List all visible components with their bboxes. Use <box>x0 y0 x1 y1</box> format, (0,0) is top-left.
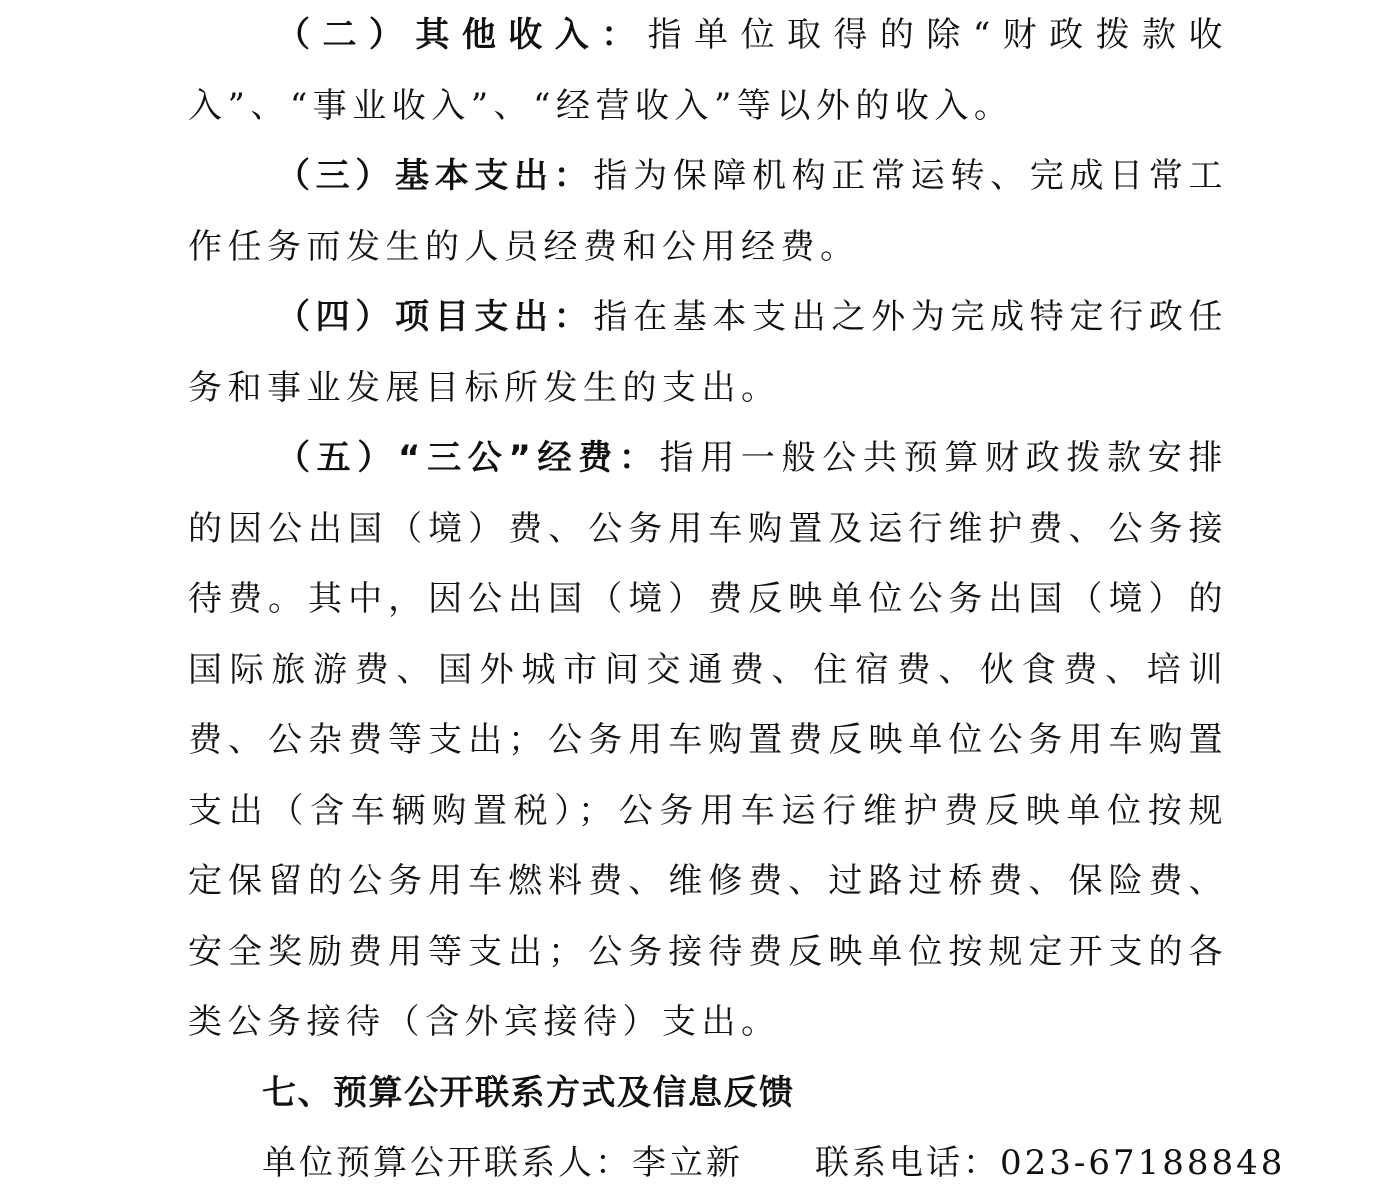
document-page <box>188 0 1286 1199</box>
contact-line <box>188 1128 1286 1199</box>
definition-term: （五）“三公”经费： <box>276 438 660 478</box>
definition-text: 指单位取得的除“财政拨款收入”、“事业收入”、“经营收入”等以外的收入。 <box>188 15 1229 126</box>
definition-term: （三）基本支出： <box>276 156 594 196</box>
contact-name: 李立新 <box>632 1143 743 1183</box>
definition-basic-expenditure <box>188 141 1228 282</box>
phone-label: 联系电话： <box>815 1143 1000 1183</box>
definition-term: （四）项目支出： <box>276 297 594 337</box>
phone-number: 023-67188848 <box>1000 1143 1286 1183</box>
definition-term: （二）其他收入： <box>276 15 648 55</box>
definition-three-public-funds <box>188 423 1228 1058</box>
contact-label: 单位预算公开联系人： <box>262 1143 632 1183</box>
definition-project-expenditure <box>188 282 1228 423</box>
definition-text: 指为保障机构正常运转、完成日常工作任务而发生的人员经费和公用经费。 <box>188 156 1228 267</box>
definition-text: 指用一般公共预算财政拨款安排的因公出国（境）费、公务用车购置及运行维护费、公务接待费。其中，因公出国（境）费反映单位公务出国（境）的国际旅游费、国外城市间交通费、住宿费、伙食费、培训费、公杂费等支出；公务用车购置费反映单位公务用车购置支出（含车辆购置税）；公务用车运行维护费反映单位按规定保留的公务用车燃料费、维修费、过路过桥费、保险费、安全奖励费用等支出；公务接待费反映单位按规定开支的各类公务接待（含外宾接待）支出。 <box>188 438 1228 1042</box>
definition-text: 指在基本支出之外为完成特定行政任务和事业发展目标所发生的支出。 <box>188 297 1228 408</box>
definition-other-income <box>188 0 1228 141</box>
section-heading: 七、预算公开联系方式及信息反馈 <box>262 1072 795 1113</box>
